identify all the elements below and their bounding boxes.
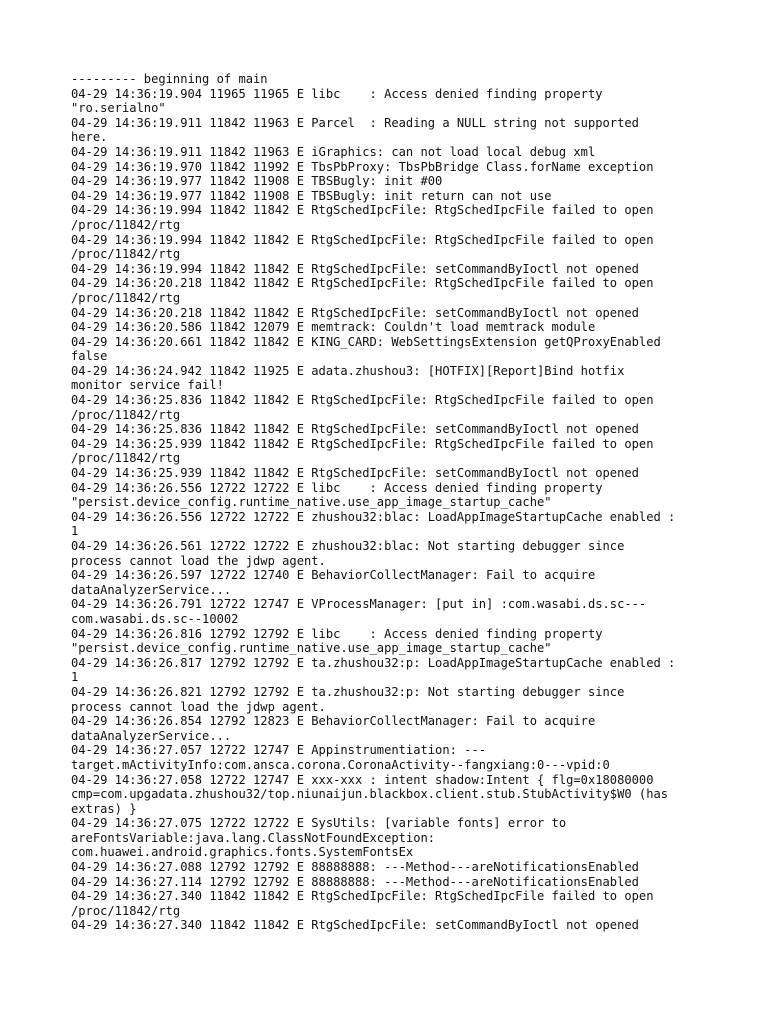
log-line: 04-29 14:36:26.854 12792 12823 E BehaviorCollectManager: Fail to acquire bbox=[71, 714, 596, 729]
log-line: 04-29 14:36:19.904 11965 11965 E libc : Access denied finding property bbox=[71, 86, 603, 101]
log-line: /proc/11842/rtg bbox=[71, 247, 181, 262]
log-line: com.wasabi.ds.sc--10002 bbox=[71, 611, 239, 626]
log-line: 04-29 14:36:19.977 11842 11908 E TBSBugly: init #00 bbox=[71, 174, 443, 189]
log-line: 04-29 14:36:25.939 11842 11842 E RtgSchedIpcFile: RtgSchedIpcFile failed to open bbox=[71, 436, 654, 451]
log-line: 04-29 14:36:25.836 11842 11842 E RtgSchedIpcFile: setCommandByIoctl not opened bbox=[71, 422, 639, 437]
log-line: 04-29 14:36:27.057 12722 12747 E Appinstrumentiation: --- bbox=[71, 743, 487, 758]
log-line: 04-29 14:36:20.218 11842 11842 E RtgSchedIpcFile: setCommandByIoctl not opened bbox=[71, 305, 639, 320]
log-line: 04-29 14:36:19.911 11842 11963 E Parcel : Reading a NULL string not supported bbox=[71, 115, 639, 130]
log-line: 04-29 14:36:20.661 11842 11842 E KING_CARD: WebSettingsExtension getQProxyEnabled bbox=[71, 334, 661, 349]
log-line: 04-29 14:36:19.911 11842 11963 E iGraphics: can not load local debug xml bbox=[71, 144, 596, 159]
log-line: 04-29 14:36:19.994 11842 11842 E RtgSchedIpcFile: setCommandByIoctl not opened bbox=[71, 261, 639, 276]
log-line: 04-29 14:36:27.058 12722 12747 E xxx-xxx : intent shadow:Intent { flg=0x18080000 bbox=[71, 772, 654, 787]
log-line: here. bbox=[71, 130, 108, 145]
log-line: 04-29 14:36:19.994 11842 11842 E RtgSchedIpcFile: RtgSchedIpcFile failed to open bbox=[71, 232, 654, 247]
log-line: 04-29 14:36:27.075 12722 12722 E SysUtils: [variable fonts] error to bbox=[71, 816, 567, 831]
log-line: /proc/11842/rtg bbox=[71, 903, 181, 918]
log-line: 04-29 14:36:26.816 12792 12792 E libc : Access denied finding property bbox=[71, 626, 603, 641]
log-line: dataAnalyzerService... bbox=[71, 582, 232, 597]
log-line: 1 bbox=[71, 670, 79, 685]
log-line: dataAnalyzerService... bbox=[71, 728, 232, 743]
log-line: 04-29 14:36:26.791 12722 12747 E VProcessManager: [put in] :com.wasabi.ds.sc--- bbox=[71, 597, 647, 612]
log-line: /proc/11842/rtg bbox=[71, 217, 181, 232]
log-line: "persist.device_config.runtime_native.use_app_image_startup_cache" bbox=[71, 495, 552, 510]
log-line: "persist.device_config.runtime_native.use_app_image_startup_cache" bbox=[71, 641, 552, 656]
log-text bbox=[71, 72, 701, 933]
log-line: monitor service fail! bbox=[71, 378, 224, 393]
log-line: 04-29 14:36:27.340 11842 11842 E RtgSchedIpcFile: RtgSchedIpcFile failed to open bbox=[71, 889, 654, 904]
log-line: 04-29 14:36:26.821 12792 12792 E ta.zhushou32:p: Not starting debugger since bbox=[71, 684, 625, 699]
log-line: 04-29 14:36:26.597 12722 12740 E BehaviorCollectManager: Fail to acquire bbox=[71, 568, 596, 583]
log-line: com.huawei.android.graphics.fonts.SystemFontsEx bbox=[71, 845, 414, 860]
log-line: /proc/11842/rtg bbox=[71, 451, 181, 466]
log-line: 04-29 14:36:24.942 11842 11925 E adata.zhushou3: [HOTFIX][Report]Bind hotfix bbox=[71, 363, 625, 378]
log-line: /proc/11842/rtg bbox=[71, 407, 181, 422]
log-line: 04-29 14:36:19.994 11842 11842 E RtgSchedIpcFile: RtgSchedIpcFile failed to open bbox=[71, 203, 654, 218]
log-line: 04-29 14:36:26.817 12792 12792 E ta.zhushou32:p: LoadAppImageStartupCache enabled : bbox=[71, 655, 676, 670]
log-line: extras) } bbox=[71, 801, 137, 816]
log-line: 04-29 14:36:27.088 12792 12792 E 88888888: ---Method---areNotificationsEnabled bbox=[71, 860, 639, 875]
log-line: 04-29 14:36:19.977 11842 11908 E TBSBugly: init return can not use bbox=[71, 188, 552, 203]
log-line: 04-29 14:36:25.939 11842 11842 E RtgSchedIpcFile: setCommandByIoctl not opened bbox=[71, 466, 639, 481]
log-line: 1 bbox=[71, 524, 79, 539]
log-line: 04-29 14:36:20.586 11842 12079 E memtrack: Couldn't load memtrack module bbox=[71, 320, 596, 335]
log-line: process cannot load the jdwp agent. bbox=[71, 699, 326, 714]
log-line: cmp=com.upgadata.zhushou32/top.niunaijun.blackbox.client.stub.StubActivity$W0 (has bbox=[71, 787, 669, 802]
log-line: false bbox=[71, 349, 108, 364]
log-line: /proc/11842/rtg bbox=[71, 290, 181, 305]
log-line: 04-29 14:36:19.970 11842 11992 E TbsPbProxy: TbsPbBridge Class.forName exception bbox=[71, 159, 654, 174]
log-line: 04-29 14:36:25.836 11842 11842 E RtgSchedIpcFile: RtgSchedIpcFile failed to open bbox=[71, 393, 654, 408]
log-line: --------- beginning of main bbox=[71, 72, 268, 86]
log-line: 04-29 14:36:27.114 12792 12792 E 88888888: ---Method---areNotificationsEnabled bbox=[71, 874, 639, 889]
log-line: 04-29 14:36:26.556 12722 12722 E zhushou32:blac: LoadAppImageStartupCache enabled : bbox=[71, 509, 676, 524]
log-line: 04-29 14:36:27.340 11842 11842 E RtgSchedIpcFile: setCommandByIoctl not opened bbox=[71, 918, 639, 933]
log-line: 04-29 14:36:20.218 11842 11842 E RtgSchedIpcFile: RtgSchedIpcFile failed to open bbox=[71, 276, 654, 291]
log-line: areFontsVariable:java.lang.ClassNotFoundException: bbox=[71, 830, 436, 845]
log-line: target.mActivityInfo:com.ansca.corona.CoronaActivity--fangxiang:0---vpid:0 bbox=[71, 757, 610, 772]
log-line: "ro.serialno" bbox=[71, 101, 166, 116]
log-line: 04-29 14:36:26.561 12722 12722 E zhushou32:blac: Not starting debugger since bbox=[71, 539, 625, 553]
log-line: process cannot load the jdwp agent. bbox=[71, 553, 326, 568]
log-line: 04-29 14:36:26.556 12722 12722 E libc : Access denied finding property bbox=[71, 480, 603, 495]
